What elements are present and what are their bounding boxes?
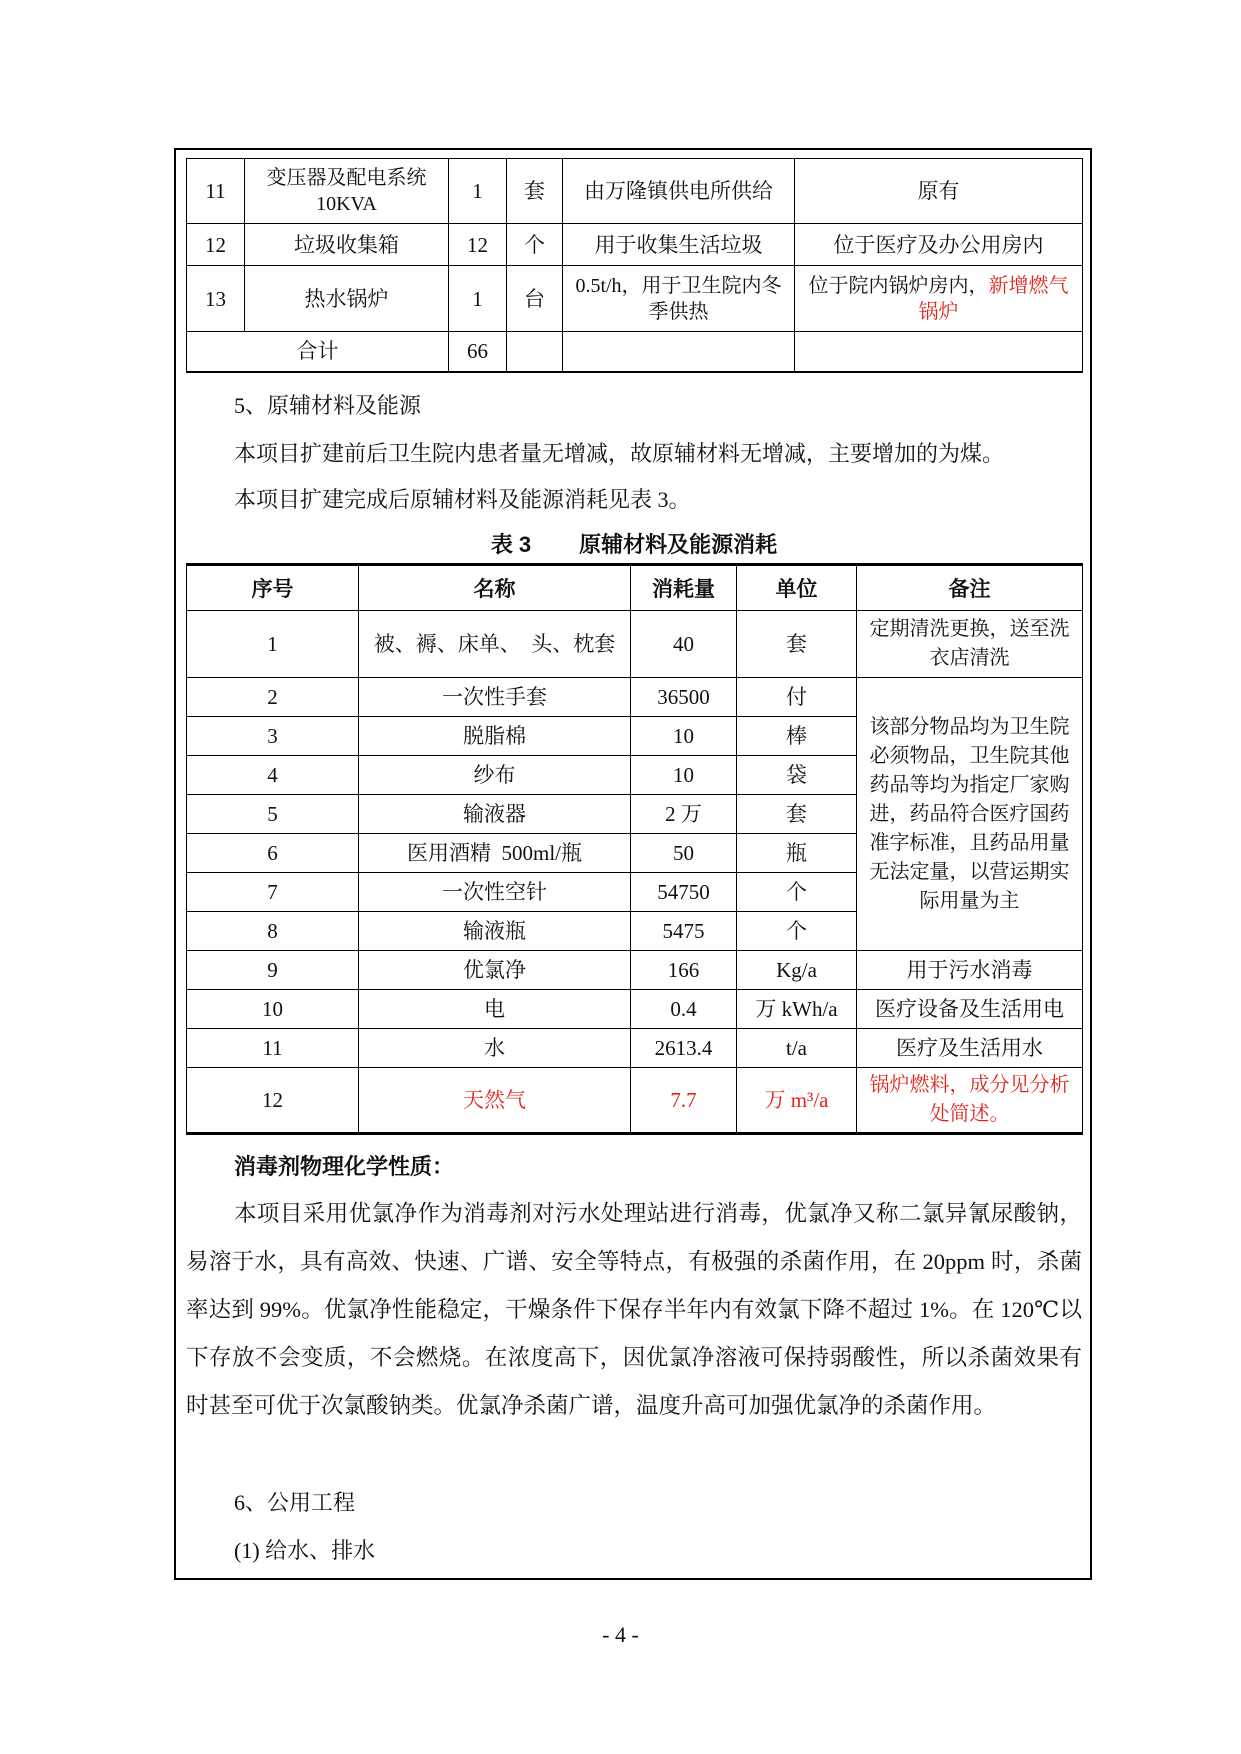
item-name: 一次性空针: [359, 873, 631, 912]
item-name: 变压器及配电系统10KVA: [245, 159, 449, 224]
empty-cell: [507, 332, 563, 372]
item-unit: t/a: [737, 1029, 857, 1068]
table-row: [187, 224, 1083, 266]
table-header-row: [187, 565, 1083, 611]
item-unit: 瓶: [737, 834, 857, 873]
item-note: 锅炉燃料，成分见分析处简述。: [857, 1068, 1083, 1134]
item-name: 医用酒精 500ml/瓶: [359, 834, 631, 873]
note-highlight: 新增燃气锅炉: [918, 274, 1069, 323]
item-note: 医疗及生活用水: [857, 1029, 1083, 1068]
header-unit: 单位: [737, 565, 857, 611]
item-qty: 10: [631, 717, 737, 756]
item-qty: 166: [631, 951, 737, 990]
item-name: 纱布: [359, 756, 631, 795]
item-note: 定期清洗更换，送至洗衣店清洗: [857, 611, 1083, 678]
item-qty: 12: [449, 224, 507, 266]
section6-subheading: (1) 给水、排水: [234, 1538, 376, 1563]
item-qty: 7.7: [631, 1068, 737, 1134]
item-name: 被、褥、床单、 头、枕套: [359, 611, 631, 678]
item-name: 热水锅炉: [245, 266, 449, 332]
section6-heading: 6、公用工程: [234, 1490, 356, 1515]
row-no: 2: [187, 678, 359, 717]
item-note: 医疗设备及生活用电: [857, 990, 1083, 1029]
header-note: 备注: [857, 565, 1083, 611]
materials-table: [186, 563, 1083, 1135]
item-note: 位于医疗及办公用房内: [795, 224, 1083, 266]
header-name: 名称: [359, 565, 631, 611]
row-no: 5: [187, 795, 359, 834]
item-note: 原有: [795, 159, 1083, 224]
table-row: [187, 990, 1083, 1029]
item-unit: 套: [737, 611, 857, 678]
header-qty: 消耗量: [631, 565, 737, 611]
row-no: 8: [187, 912, 359, 951]
item-unit: 个: [737, 912, 857, 951]
group-note: 该部分物品均为卫生院必须物品，卫生院其他药品等均为指定厂家购进，药品符合医疗国药准字标准，且药品用量无法定量，以营运期实际用量为主: [857, 678, 1083, 951]
row-no: 10: [187, 990, 359, 1029]
section5-paragraph-1: 本项目扩建前后卫生院内患者量无增减，故原辅材料无增减，主要增加的为煤。: [234, 441, 1005, 466]
row-no: 6: [187, 834, 359, 873]
item-qty: 50: [631, 834, 737, 873]
item-qty: 2 万: [631, 795, 737, 834]
table3-caption-title: 原辅材料及能源消耗: [579, 532, 778, 557]
item-name: 输液器: [359, 795, 631, 834]
item-name: 脱脂棉: [359, 717, 631, 756]
item-name: 垃圾收集箱: [245, 224, 449, 266]
total-label: 合计: [187, 332, 449, 372]
item-unit: 个: [737, 873, 857, 912]
item-unit: 套: [737, 795, 857, 834]
item-name: 天然气: [359, 1068, 631, 1134]
item-unit: 万 kWh/a: [737, 990, 857, 1029]
row-no: 9: [187, 951, 359, 990]
row-no: 3: [187, 717, 359, 756]
item-name: 输液瓶: [359, 912, 631, 951]
table-row: [187, 266, 1083, 332]
disinfectant-body: 本项目采用优氯净作为消毒剂对污水处理站进行消毒，优氯净又称二氯异氰尿酸钠，易溶于水，具有高效、快速、广谱、安全等特点，有极强的杀菌作用，在 20ppm 时，杀菌率达到 99%。优氯净性能稳定，干燥条件下保存半年内有效氯下降不超过 1%。在 120℃以下存放不会变质，不会燃烧。在浓度高下，因优氯净溶液可保持弱酸性，所以杀菌效果有时甚至可优于次氯酸钠类。优氯净杀菌广谱，温度升高可加强优氯净的杀菌作用。: [186, 1201, 1082, 1418]
empty-cell: [795, 332, 1083, 372]
item-unit: 台: [507, 266, 563, 332]
item-name: 水: [359, 1029, 631, 1068]
item-qty: 5475: [631, 912, 737, 951]
page-number: - 4 -: [602, 1622, 639, 1647]
item-unit: Kg/a: [737, 951, 857, 990]
table-row: [187, 1029, 1083, 1068]
item-qty: 2613.4: [631, 1029, 737, 1068]
row-no: 7: [187, 873, 359, 912]
item-qty: 1: [449, 159, 507, 224]
item-note: 用于污水消毒: [857, 951, 1083, 990]
equipment-table: [186, 158, 1083, 373]
row-no: 4: [187, 756, 359, 795]
item-unit: 万 m³/a: [737, 1068, 857, 1134]
table3-caption: [186, 528, 1082, 559]
item-note: [795, 266, 1083, 332]
item-name: 一次性手套: [359, 678, 631, 717]
item-unit: 袋: [737, 756, 857, 795]
item-name: 电: [359, 990, 631, 1029]
item-qty: 36500: [631, 678, 737, 717]
total-qty: 66: [449, 332, 507, 372]
row-no: 11: [187, 1029, 359, 1068]
item-qty: 1: [449, 266, 507, 332]
item-use: 用于收集生活垃圾: [563, 224, 795, 266]
note-text: 位于院内锅炉房内，: [808, 274, 989, 297]
item-qty: 54750: [631, 873, 737, 912]
item-qty: 40: [631, 611, 737, 678]
header-no: 序号: [187, 565, 359, 611]
table-row: [187, 1068, 1083, 1134]
table-row: [187, 159, 1083, 224]
section5-paragraph-2: 本项目扩建完成后原辅材料及能源消耗见表 3。: [234, 487, 691, 512]
item-qty: 10: [631, 756, 737, 795]
item-name: 优氯净: [359, 951, 631, 990]
item-unit: 套: [507, 159, 563, 224]
table-row: [187, 678, 1083, 717]
item-use: 由万隆镇供电所供给: [563, 159, 795, 224]
item-use: 0.5t/h，用于卫生院内冬季供热: [563, 266, 795, 332]
total-row: [187, 332, 1083, 372]
row-no: 11: [187, 159, 245, 224]
disinfectant-heading: 消毒剂物理化学性质：: [234, 1154, 455, 1179]
row-no: 13: [187, 266, 245, 332]
item-unit: 棒: [737, 717, 857, 756]
item-qty: 0.4: [631, 990, 737, 1029]
empty-cell: [563, 332, 795, 372]
table-row: [187, 611, 1083, 678]
table3-caption-no: 表 3: [490, 532, 532, 557]
row-no: 12: [187, 224, 245, 266]
row-no: 1: [187, 611, 359, 678]
table-row: [187, 951, 1083, 990]
item-unit: 个: [507, 224, 563, 266]
row-no: 12: [187, 1068, 359, 1134]
section5-heading: 5、原辅材料及能源: [234, 393, 422, 418]
item-unit: 付: [737, 678, 857, 717]
